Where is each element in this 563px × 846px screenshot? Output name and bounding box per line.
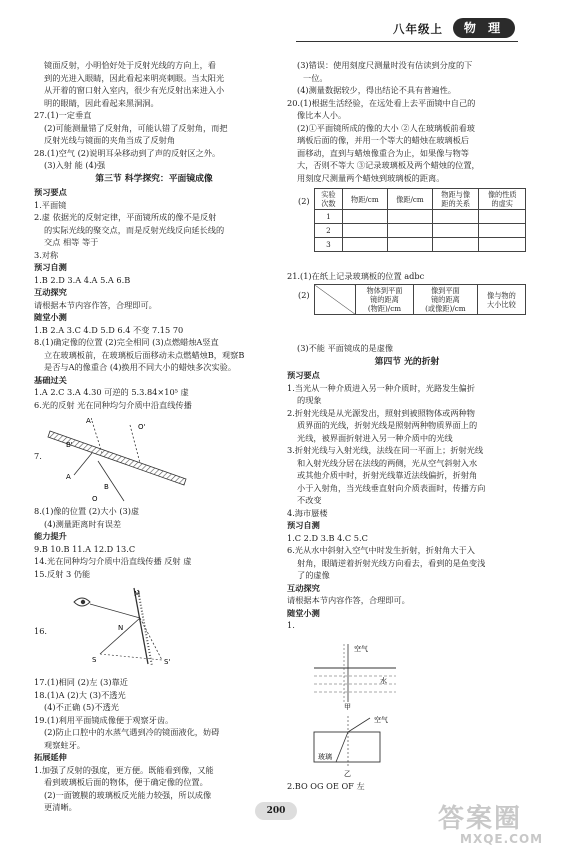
text-line: 或其他介质中时，折射光线靠近法线偏折，折射角: [297, 470, 478, 480]
page-number: 200: [255, 802, 297, 820]
table-header-cell: 物距与像 距的关系: [432, 189, 479, 210]
text-line: 请根据本节内容作答，合理即可。: [34, 299, 157, 310]
text-line: 更清晰。: [44, 802, 77, 812]
label-m: M: [134, 590, 141, 598]
text-line: 不改变: [297, 495, 322, 505]
mirror-diagram: [34, 413, 274, 505]
text-line: 到的光进入眼睛，因此看起来明亮刺眼。当太阳光: [44, 72, 225, 83]
label-air: 空气: [374, 716, 388, 724]
section-title-4: 第四节 光的折射: [374, 356, 440, 367]
text-line: 15.反射 3 仍能: [34, 568, 91, 579]
label-n: N: [118, 624, 124, 632]
text-line: 9.B 10.B 11.A 12.D 13.C: [34, 543, 136, 554]
table-cell: [479, 210, 526, 224]
answer-21: 21.(1)在纸上记录玻璃板的位置 adbc: [287, 271, 425, 281]
page-header: [0, 0, 563, 46]
table-header-row: [315, 189, 526, 210]
table-row: [315, 210, 526, 224]
table-header-cell: 物体到平面 镜的距离 (物距)/cm: [356, 285, 414, 315]
text-line: 8.(1)像的位置 (2)大小 (3)虚: [34, 506, 140, 516]
text-line: 17.(1)相同 (2)左 (3)靠近: [34, 677, 128, 687]
text-line: 1.B 2.A 3.C 4.D 5.D 6.4 不变 7.15 70: [34, 324, 184, 335]
table-label: (2): [298, 196, 310, 206]
label-b: B: [104, 483, 109, 491]
section-title-3: 第三节 科学探究：平面镜成像: [95, 173, 213, 184]
text-line: (3)不能 平面镜成的是虚像: [297, 343, 394, 353]
answer-27: 27.(1)一定垂直: [34, 110, 92, 120]
text-line: 小于入射角，当光线垂直射向介质表面时，传播方向: [297, 482, 486, 493]
table-header-cell: 物距/cm: [342, 189, 387, 210]
text-line: 是否与A的像重合 (4)换用不同大小的蜡烛多次实验。: [44, 362, 237, 372]
table-label: (2): [298, 290, 310, 300]
text-line: 1.平面镜: [34, 199, 67, 210]
text-line: 3.对称: [34, 249, 59, 260]
label-air: 空气: [354, 645, 368, 653]
text-line: 用刻度尺测量两个蜡烛到玻璃板的距离。: [297, 172, 445, 183]
text-line: 8.(1)确定像的位置 (2)完全相同 (3)点燃蜡烛A竖直: [34, 337, 219, 347]
answer-20: 20.(1)根据生活经验，在远处看上去平面镜中自己的: [287, 97, 476, 108]
left-column-lower: [34, 505, 274, 580]
caption-jia: 甲: [344, 703, 351, 710]
watermark-url: MXQE.COM: [460, 832, 544, 846]
text-line: 从开着的窗口射入室内，很少有光反射出来进入小: [44, 85, 225, 95]
text-line: 6.光的反射 光在同种均匀介质中沿直线传播: [34, 399, 192, 410]
text-line: 像比本人小。: [297, 110, 347, 120]
answer-28: 28.(1)空气 (2)说明耳朵移动到了声的反射区之外。: [34, 147, 221, 158]
table-cell: [432, 238, 479, 252]
heading-ability: 能力提升: [34, 531, 67, 541]
heading-preview: 预习要点: [34, 187, 67, 197]
table-cell: [387, 210, 432, 224]
heading-class-test: 随堂小测: [287, 607, 320, 618]
label-o-prime: O': [138, 423, 146, 431]
figure-yi: [300, 712, 410, 778]
text-line: 和入射光线分居在法线的两侧，光从空气斜射入水: [297, 457, 478, 468]
eye-mirror-diagram: [34, 584, 274, 672]
refraction-water-diagram: [300, 642, 410, 710]
text-line: 的实际光线的聚交点，而是反射光线反向延长线的: [44, 224, 225, 235]
label-a: A: [66, 473, 71, 481]
heading-selftest: 预习自测: [287, 520, 320, 530]
label-glass: 玻璃: [318, 753, 332, 761]
left-column: [34, 59, 274, 411]
header-rule: [296, 41, 518, 42]
table-header-cell: 实验 次数: [315, 189, 343, 210]
table-cell: [387, 224, 432, 238]
heading-preview: 预习要点: [287, 370, 320, 380]
label-b-prime: B': [66, 441, 73, 449]
text-line: 1.A 2.C 3.A 4.30 可逆的 5.3.84×10⁵ 虚: [34, 387, 189, 397]
heading-basic: 基础过关: [34, 374, 67, 385]
subject-badge: 物 理: [453, 18, 515, 38]
table-cell: [432, 210, 479, 224]
right-column-3: [287, 342, 527, 632]
text-line: 1.加强了反射的强度，更方便。既能看到像，又能: [34, 764, 214, 775]
table-cell: [387, 238, 432, 252]
text-line: 2.折射光线是从光源发出，照射到被照物体或两种物: [287, 407, 475, 418]
caption-yi: 乙: [344, 770, 351, 778]
table-cell: [479, 224, 526, 238]
text-line: (4)测量数据较少，得出结论不具有普遍性。: [297, 85, 456, 95]
text-line: 2.虚 依据光的反射定律，平面镜所成的像不是反射: [34, 212, 217, 222]
text-line: (2)可能测量错了反射角，可能认错了反射角，而把: [44, 122, 228, 133]
figure-number: 16.: [34, 626, 48, 636]
text-line: (2)①平面镜所成的像的大小 ②人在玻璃板前看玻: [297, 122, 475, 133]
diagonal-cell: [315, 285, 356, 315]
text-line: 明的眼睛，因此看起来黑洞洞。: [44, 97, 159, 108]
text-line: 请根据本节内容作答，合理即可。: [287, 595, 410, 605]
watermark-text: 答案圈: [438, 804, 523, 834]
text-line: 质界面的光线，折射光线是照射两种物质界面上的: [297, 420, 478, 430]
heading-extension: 拓展延伸: [34, 752, 67, 762]
figure-number: 7.: [34, 451, 42, 461]
object-line: [98, 461, 124, 501]
table-cell: 1: [315, 210, 343, 224]
table-cell: 2: [315, 224, 343, 238]
table-row: [315, 238, 526, 252]
table-cell: [342, 224, 387, 238]
text-line: 19.(1)利用平面镜成像便于观察牙齿。: [34, 714, 174, 725]
text-line: 3.折射光线与入射光线，法线在同一平面上；折射光线: [287, 445, 484, 455]
table-cell: 3: [315, 238, 343, 252]
text-line: 2.BO OG OE OF 左: [287, 781, 365, 791]
mirror-line: [134, 588, 148, 664]
text-line: 看到玻璃板后面的物体，便于确定像的位置。: [44, 777, 208, 787]
text-line: (2)防止口腔中的水蒸气遇到冷的镜面液化，妨碍: [44, 727, 220, 737]
text-line: 光线，被界面折射进入另一种介质中的光线: [297, 432, 453, 443]
text-line: 6.光从水中斜射入空气中时发生折射，折射角大于入: [287, 545, 475, 555]
right-column: [287, 59, 527, 184]
table-header-row: [315, 285, 526, 315]
watermark: [438, 798, 544, 846]
text-line: 1.C 2.D 3.B 4.C 5.C: [287, 532, 368, 543]
text-line: 观察蛀牙。: [44, 739, 85, 750]
heading-selftest: 预习自测: [34, 262, 67, 272]
grade-label: 八年级上: [393, 22, 443, 36]
label-s: S: [92, 656, 97, 664]
text-line: (2)一面镀膜的玻璃板反光能力较强，所以成像: [44, 789, 212, 800]
refraction-glass-diagram: [300, 712, 410, 778]
right-column-2: [287, 270, 527, 283]
left-column-bottom: [34, 676, 274, 814]
text-line: (4)测量距离时有误差: [44, 518, 122, 529]
text-line: 射角，眼睛逆着折射光线方向看去，看到的是鱼变浅: [297, 557, 486, 568]
table-cell: [342, 238, 387, 252]
text-line: 镜面反射，小明恰好处于反射光线的方向上，看: [44, 60, 216, 70]
table-header-cell: 像距/cm: [387, 189, 432, 210]
text-line: 反射光线与镜面的夹角当成了反射角: [44, 135, 176, 145]
table-header-cell: 像的性质 的虚实: [479, 189, 526, 210]
label-a-prime: A': [86, 417, 93, 425]
label-o: O: [92, 495, 98, 503]
pupil-icon: [81, 600, 85, 604]
text-line: 1.当光从一种介质进入另一种介质时，光路发生偏折: [287, 382, 475, 393]
figure-7: [34, 413, 274, 505]
table-header-cell: 像与物的 大小比较: [477, 285, 525, 315]
refracted-ray: [336, 732, 348, 762]
heading-class-test: 随堂小测: [34, 312, 67, 322]
mirror-hatch: [138, 590, 152, 666]
label-s-prime: S': [164, 658, 171, 666]
symmetry-line: [100, 654, 162, 660]
text-line: 立在玻璃板前，在玻璃板后面移动未点燃蜡烛B，观察B: [44, 349, 245, 360]
figure-jia: [300, 642, 410, 710]
text-line: 4.海市蜃楼: [287, 507, 328, 518]
table-cell: [479, 238, 526, 252]
table-cell: [342, 210, 387, 224]
text-line: (3)入射 能 (4)强: [44, 160, 106, 170]
text-line: (4)不正确 (5)不透光: [44, 702, 119, 712]
text-line: 一位。: [303, 72, 328, 83]
text-line: 大，否则不等大 ③记录玻璃板及两个蜡烛的位置，: [297, 160, 480, 170]
text-line: (3)错误：使用刻度尺测量时没有估读到分度的下: [297, 60, 473, 70]
ray-line: [74, 453, 92, 475]
incident-ray: [348, 718, 370, 732]
text-line: 18.(1)A (2)大 (3)不透光: [34, 689, 126, 700]
data-table-1: [314, 188, 526, 252]
data-table-2: [314, 284, 526, 315]
heading-interact: 互动探究: [34, 287, 67, 297]
label-water: 水: [380, 677, 387, 685]
heading-interact: 互动探究: [287, 582, 320, 593]
text-line: 的现象: [297, 395, 322, 405]
text-line: 14.光在同种均匀介质中沿直线传播 反射 虚: [34, 556, 192, 566]
text-line: 了的虚像: [297, 570, 330, 580]
text-line: 璃板后面的像，并用一个等大的蜡烛在玻璃板后: [297, 135, 469, 145]
table-row: [315, 224, 526, 238]
reflected-ray: [90, 604, 140, 618]
figure-16: [34, 584, 274, 672]
text-line: 1.: [287, 620, 295, 630]
text-line: 面移动，直到与蜡烛像重合为止，如果像与物等: [297, 147, 469, 158]
table-cell: [432, 224, 479, 238]
table-header-cell: 像到平面 镜的距离 (或像距)/cm: [413, 285, 477, 315]
text-line: 交点 相等 等于: [44, 237, 99, 247]
text-line: 1.B 2.D 3.A 4.A 5.A 6.B: [34, 274, 131, 285]
right-column-bottom: [287, 780, 527, 793]
